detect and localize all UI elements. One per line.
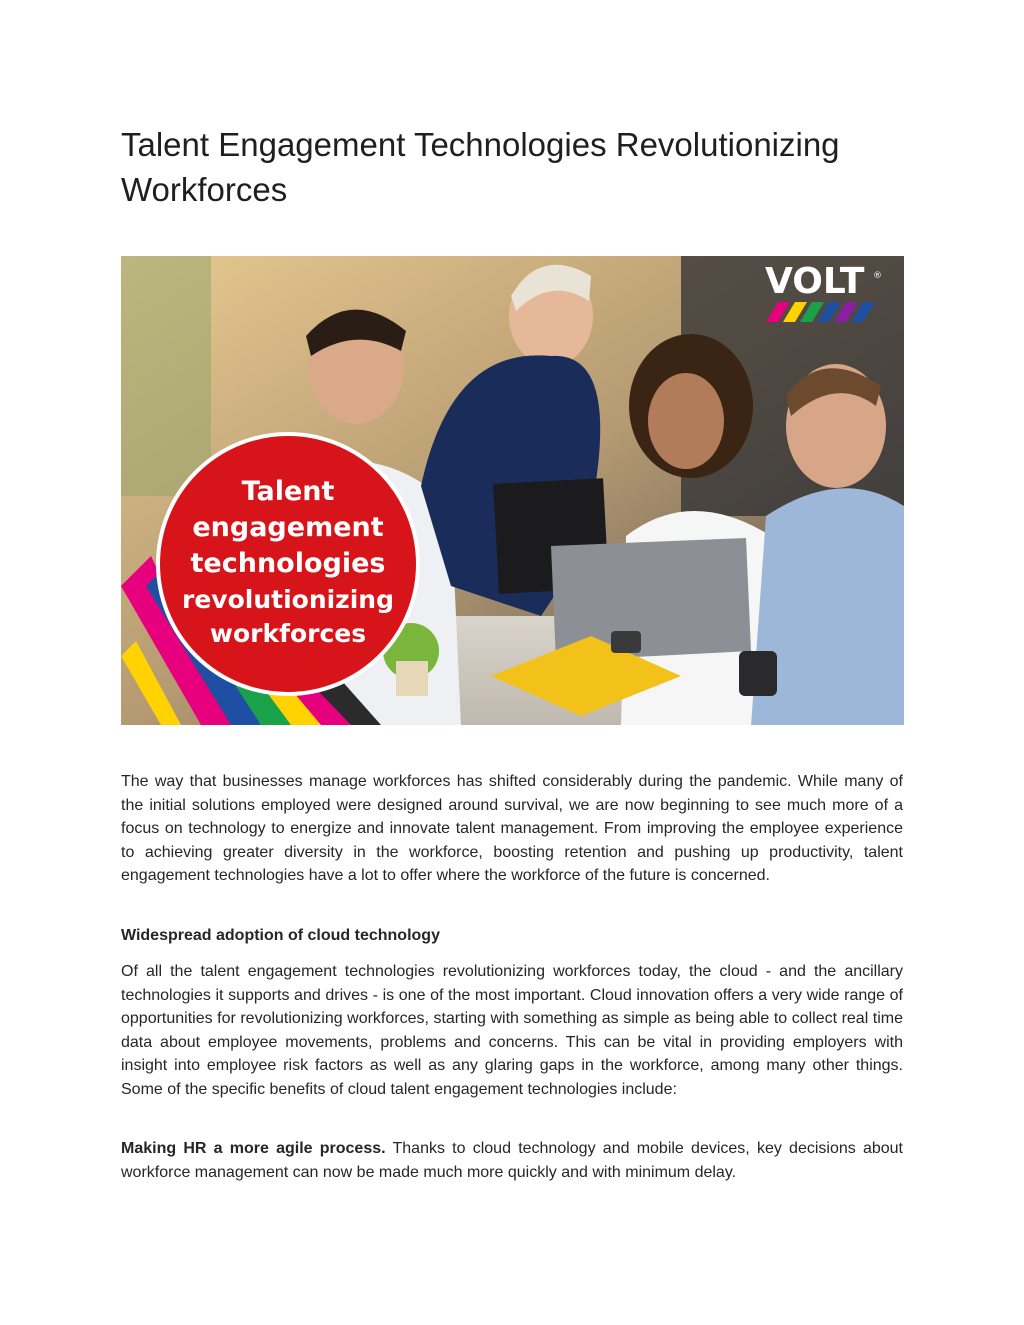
svg-text:®: ® <box>873 271 882 281</box>
hero-illustration <box>121 256 904 725</box>
section-heading: Widespread adoption of cloud technology <box>121 927 440 944</box>
badge-line-2: engagement <box>192 512 384 543</box>
section-body: Of all the talent engagement technologies revolutionizing workforces today, the cloud - and the ancillary technologies it supports and drives - is one of the most important. Cloud innovation offers a very wide range of opportunities for revolutionizing workforces, starting with something as simple as being able to collect real time data about employee movements, problems and concerns. This can be vital in providing employers with insight into employee risk factors as well as any glaring gaps in the workforce, among many other things. Some of the specific benefits of cloud talent engagement technologies include: <box>121 963 903 1098</box>
plant-background <box>121 256 211 496</box>
benefit-text: Thanks to cloud technology and mobile devices, key decisions about workforce management can now be made much more quickly and with minimum delay. <box>121 1140 904 1181</box>
benefit-paragraph <box>121 1137 903 1184</box>
badge-line-5: workforces <box>209 619 367 648</box>
volt-logo-text: VOLT <box>765 261 865 302</box>
hero-image <box>121 256 904 725</box>
badge-line-1: Talent <box>241 476 335 507</box>
intro-paragraph: The way that businesses manage workforces has shifted considerably during the pandemic. While many of the initial solutions employed were designed around survival, we are now beginning to see much more of a focus on technology to energize and innovate talent management. From improving the employee experience to achieving greater diversity in the workforce, boosting retention and pushing up productivity, talent engagement technologies have a lot to offer where the workforce of the future is concerned. <box>121 773 903 884</box>
page-title: Talent Engagement Technologies Revolutionizing Workforces <box>121 126 840 208</box>
badge-line-3: technologies <box>190 548 386 579</box>
mug-icon <box>739 651 777 696</box>
badge-line-4: revolutionizing <box>182 585 394 614</box>
benefit-lead: Making HR a more agile process. <box>121 1140 386 1157</box>
